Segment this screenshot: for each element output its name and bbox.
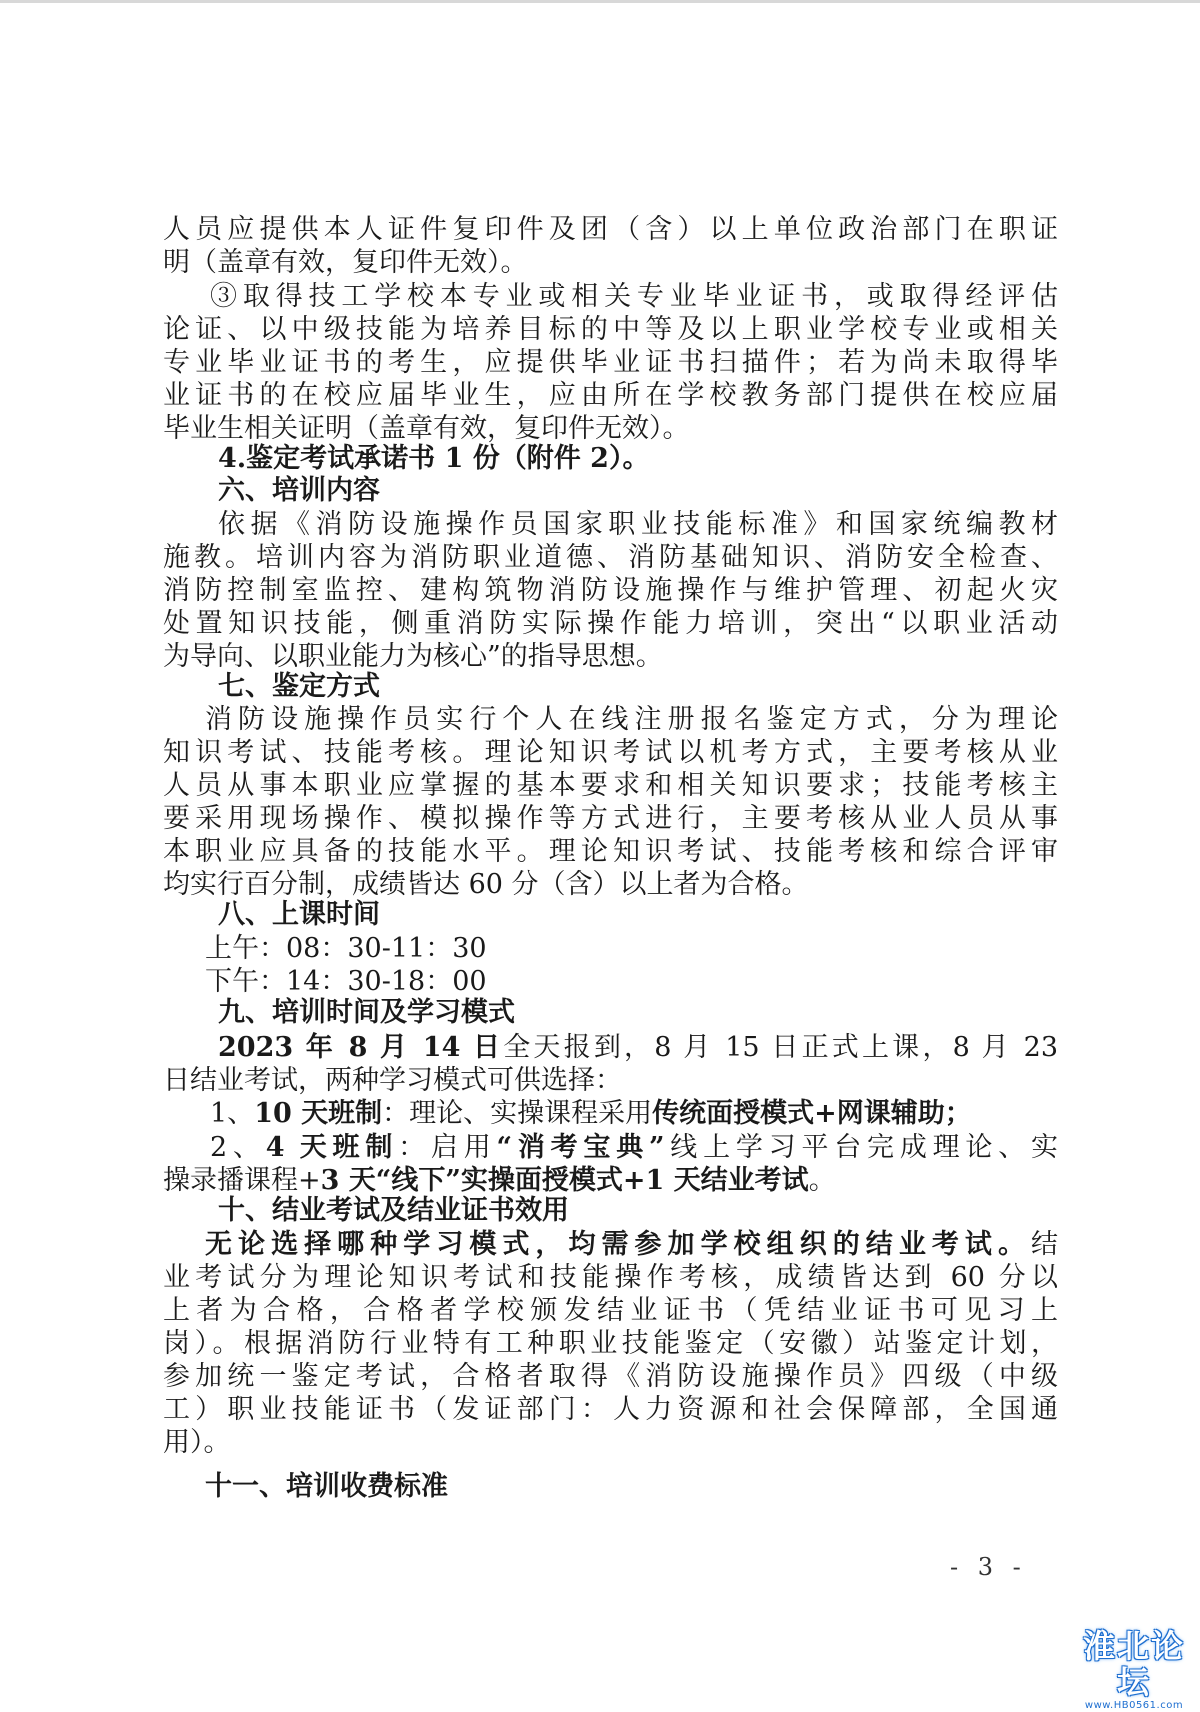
body-line: 依据《消防设施操作员国家职业技能标准》和国家统编教材: [218, 509, 1058, 540]
text-run: 2、: [210, 1132, 266, 1163]
text-run: 操录播课程+: [163, 1165, 321, 1196]
body-line: 岗）。根据消防行业特有工种职业技能鉴定（安徽）站鉴定计划，: [163, 1328, 1058, 1359]
section-heading-7: 七、鉴定方式: [218, 671, 380, 702]
text-run: ：启用: [398, 1132, 497, 1163]
body-line: 参加统一鉴定考试，合格者取得《消防设施操作员》四级（中级: [163, 1361, 1058, 1392]
body-line: 业考试分为理论知识考试和技能操作考核，成绩皆达到 60 分以: [163, 1262, 1058, 1293]
date-bold: 2023 年 8 月 14 日: [218, 1032, 504, 1063]
body-line: 人员从事本职业应掌握的基本要求和相关知识要求；技能考核主: [163, 770, 1058, 801]
body-line: [218, 1031, 1058, 1064]
site-watermark: [1076, 1627, 1192, 1711]
page-number: - 3 -: [950, 1553, 1027, 1581]
watermark-url: www.HB0561.com: [1084, 1700, 1184, 1711]
body-line: 处置知识技能，侧重消防实际操作能力培训，突出“以职业活动: [163, 608, 1058, 639]
body-line: 均实行百分制，成绩皆达 60 分（含）以上者为合格。: [163, 869, 809, 900]
mode-2-line: [210, 1131, 1058, 1164]
body-line: 为导向、以职业能力为核心”的指导思想。: [163, 641, 663, 672]
body-line: 工）职业技能证书（发证部门：人力资源和社会保障部，全国通: [163, 1394, 1058, 1425]
section-heading-10: 十、结业考试及结业证书效用: [218, 1195, 569, 1226]
body-line: 消防控制室监控、建构筑物消防设施操作与维护管理、初起火灾: [163, 575, 1058, 606]
body-line: ③取得技工学校本专业或相关专业毕业证书，或取得经评估: [210, 281, 1058, 312]
body-line: 毕业生相关证明（盖章有效，复印件无效）。: [163, 413, 690, 444]
body-line: [205, 1228, 1058, 1261]
section-heading-8: 八、上课时间: [218, 899, 380, 930]
body-line: 知识考试、技能考核。理论知识考试以机考方式，主要考核从业: [163, 737, 1058, 768]
text-run: 1、: [210, 1098, 255, 1129]
section-heading-6: 六、培训内容: [218, 475, 380, 506]
section-heading-11: 十一、培训收费标准: [205, 1471, 448, 1502]
mode-2-highlight: 3 天“线下”实操面授模式+1 天结业考试: [320, 1165, 809, 1196]
mode-2-platform: “消考宝典”: [496, 1132, 665, 1163]
body-line: 用）。: [163, 1427, 231, 1458]
schedule-afternoon: 下午：14：30-18：00: [205, 966, 487, 997]
body-line: 日结业考试，两种学习模式可供选择：: [163, 1065, 622, 1096]
body-line-bold: 4.鉴定考试承诺书 1 份（附件 2）。: [218, 443, 650, 474]
text-run: 线上学习平台完成理论、实: [664, 1132, 1059, 1163]
body-line: 专业毕业证书的考生，应提供毕业证书扫描件；若为尚未取得毕: [163, 347, 1058, 378]
section-heading-9: 九、培训时间及学习模式: [218, 997, 515, 1028]
text-run: 结: [1031, 1229, 1058, 1260]
mode-1-label: 10 天班制: [254, 1098, 383, 1129]
body-line: 上者为合格，合格者学校颁发结业证书（凭结业证书可见习上: [163, 1295, 1058, 1326]
body-line: 消防设施操作员实行个人在线注册报名鉴定方式，分为理论: [205, 704, 1058, 735]
watermark-title: 淮北论坛: [1082, 1627, 1185, 1701]
mode-1-highlight: 传统面授模式+网课辅助；: [652, 1098, 972, 1129]
text-run: 全天报到，8 月 15 日正式上课，8 月 23: [503, 1032, 1058, 1063]
schedule-morning: 上午：08：30-11：30: [205, 933, 487, 964]
body-line: 要采用现场操作、模拟操作等方式进行，主要考核从业人员从事: [163, 803, 1058, 834]
text-run: ：理论、实操课程采用: [382, 1098, 653, 1129]
body-line: 施教。培训内容为消防职业道德、消防基础知识、消防安全检查、: [163, 542, 1058, 573]
body-line: 业证书的在校应届毕业生，应由所在学校教务部门提供在校应届: [163, 380, 1058, 411]
body-line: 本职业应具备的技能水平。理论知识考试、技能考核和综合评审: [163, 836, 1058, 867]
body-line: 论证、以中级技能为培养目标的中等及以上职业学校专业或相关: [163, 314, 1058, 345]
body-line: 人员应提供本人证件复印件及团（含）以上单位政治部门在职证: [163, 214, 1058, 245]
text-run: 。: [808, 1165, 836, 1196]
emphasis-text: 无论选择哪种学习模式，均需参加学校组织的结业考试。: [205, 1229, 1031, 1260]
body-line: 明（盖章有效，复印件无效）。: [163, 247, 528, 278]
mode-1-line: [210, 1097, 1090, 1130]
body-line: [163, 1164, 1058, 1197]
mode-2-label: 4 天班制: [265, 1132, 399, 1163]
